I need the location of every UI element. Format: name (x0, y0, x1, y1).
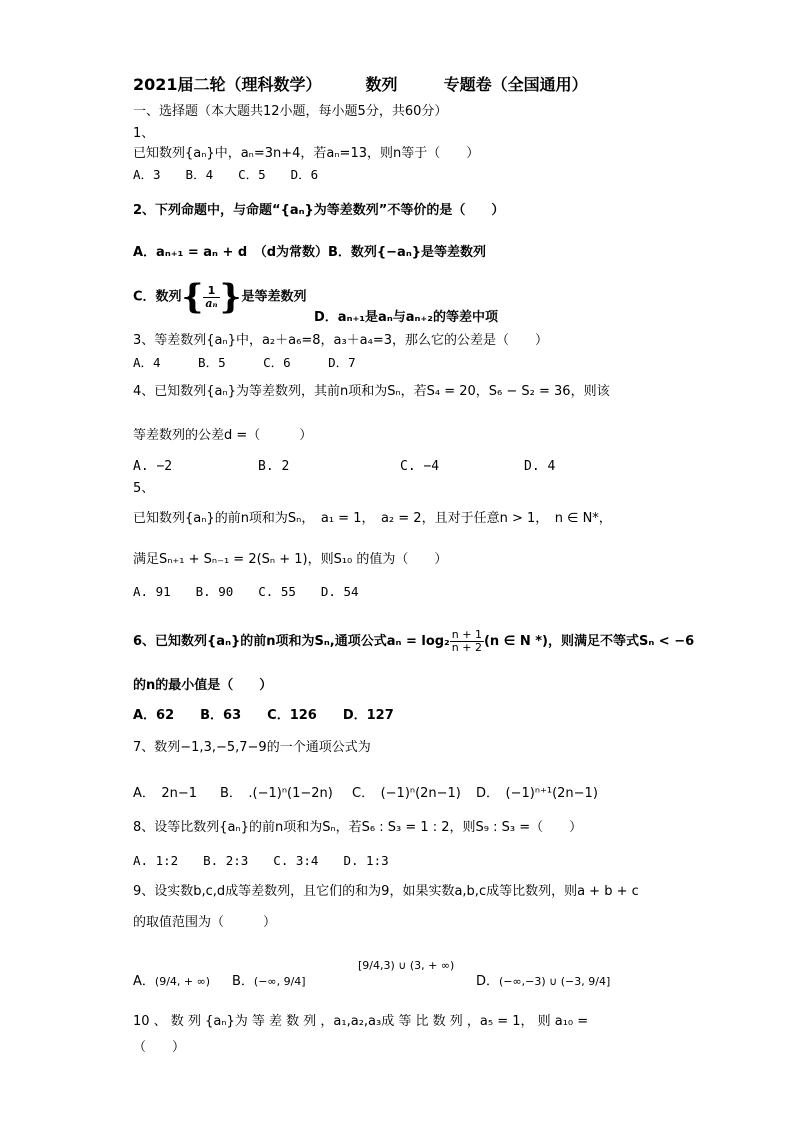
q9-option-a-expr: (9/4, + ∞) (154, 975, 211, 988)
q3-options: A．4 B．5 C．6 D．7 (133, 355, 356, 370)
q5-stem-line1: 已知数列{aₙ}的前n项和为Sₙ， a₁ = 1， a₂ = 2，且对于任意n > 1， n ∈ N*， (133, 511, 612, 526)
q2-option-c-fraction (203, 285, 219, 310)
q1-options: A．3 B．4 C．5 D．6 (133, 167, 319, 182)
q4-option-c: C. −4 (400, 459, 440, 474)
q4-option-d: D. 4 (524, 459, 556, 474)
q6-stem-pre: 6、已知数列{aₙ}的前n项和为Sₙ,通项公式aₙ = log₂ (133, 634, 450, 649)
q9-option-b-expr: (−∞, 9/4] (253, 975, 306, 988)
q10-stem-line1: 10 、 数 列 {aₙ}为 等 差 数 列 ，a₁,a₂,a₃成 等 比 数 列 ，a₅ = 1， 则 a₁₀ = (133, 1014, 589, 1029)
q6-stem-line2: 的n的最小值是（ ） (133, 678, 273, 693)
q9-stem-line1: 9、设实数b,c,d成等差数列，且它们的和为9，如果实数a,b,c成等比数列，则a + b + c (133, 884, 639, 899)
q2-option-b: B．数列{−aₙ}是等差数列 (328, 245, 487, 260)
q7-option-c: C． (−1)ⁿ(2n−1) (352, 786, 461, 801)
q6-stem (133, 628, 694, 658)
q9-option-b-label: B． (232, 974, 254, 989)
q5-stem-line2: 满足Sₙ₊₁ + Sₙ₋₁ = 2(Sₙ + 1)，则S₁₀ 的值为（ ） (133, 552, 448, 567)
q7-option-a: A． 2n−1 (133, 786, 198, 801)
q2-option-c-post: 是等差数列 (241, 289, 307, 305)
q2-option-a: A．aₙ₊₁ = aₙ + d （d为常数） (133, 245, 329, 260)
q9-option-c-expr: [9/4,3) ∪ (3, + ∞) (358, 959, 455, 972)
q9-stem-line2: 的取值范围为（ ） (133, 915, 277, 930)
fraction-numerator: 1 (203, 285, 219, 298)
q2-option-c-pre: C．数列 (133, 289, 182, 305)
fraction-numerator: n + 1 (451, 628, 482, 641)
q2-option-d: D．aₙ₊₁是aₙ与aₙ₊₂的等差中项 (314, 310, 498, 325)
q4-stem-line2: 等差数列的公差d =（ ） (133, 428, 313, 443)
title-kind: 专题卷（全国通用） (443, 75, 588, 94)
q9-option-a (133, 970, 210, 989)
q10-stem-line2: （ ） (133, 1040, 186, 1055)
section-heading: 一、选择题（本大题共12小题，每小题5分，共60分） (133, 104, 448, 119)
q6-options: A．62 B．63 C．126 D．127 (133, 708, 394, 723)
left-brace: { (181, 277, 204, 317)
q2-stem: 2、下列命题中，与命题“{aₙ}为等差数列”不等价的是（ ） (133, 203, 505, 218)
q6-stem-post: (n ∈ N *)，则满足不等式Sₙ < −6 (483, 634, 695, 649)
q7-option-b: B． .(−1)ⁿ(1−2n) (220, 786, 333, 801)
title-main: 2021届二轮（理科数学） (133, 75, 322, 94)
q5-number: 5、 (133, 481, 155, 496)
fraction-denominator: aₙ (205, 296, 218, 310)
q9-option-a-label: A． (133, 974, 155, 989)
fraction-denominator: n + 2 (451, 641, 482, 654)
q9-option-d (476, 970, 610, 989)
q6-fraction (450, 629, 484, 654)
q8-stem: 8、设等比数列{aₙ}的前n项和为Sₙ，若S₆ : S₃ = 1 : 2，则S₉ : S₃ =（ ） (133, 820, 583, 835)
q4-option-b: B. 2 (258, 459, 290, 474)
q8-options: A. 1:2 B. 2:3 C. 3:4 D. 1:3 (133, 853, 389, 868)
q7-option-d: D． (−1)ⁿ⁺¹(2n−1) (476, 786, 598, 801)
q9-option-d-expr: (−∞,−3) ∪ (−3, 9/4] (499, 975, 611, 988)
q9-option-b (232, 970, 306, 989)
q9-option-c (358, 958, 454, 973)
q7-stem: 7、数列−1,3,−5,7−9的一个通项公式为 (133, 740, 371, 755)
q4-option-a: A. −2 (133, 459, 173, 474)
q2-option-c (133, 272, 306, 322)
q9-option-d-label: D． (476, 974, 500, 989)
q1-number: 1、 (133, 126, 155, 141)
title-topic: 数列 (365, 75, 398, 94)
q4-stem-line1: 4、已知数列{aₙ}为等差数列，其前n项和为Sₙ，若S₄ = 20，S₆ − S₂ = 36，则该 (133, 384, 610, 399)
right-brace: } (219, 277, 242, 317)
q3-stem: 3、等差数列{aₙ}中，a₂＋a₆=8，a₃＋a₄=3，那么它的公差是（ ） (133, 333, 548, 348)
q5-options: A. 91 B. 90 C. 55 D. 54 (133, 584, 359, 599)
q1-stem: 已知数列{aₙ}中，aₙ=3n+4，若aₙ=13，则n等于（ ） (133, 146, 480, 161)
page-title (133, 72, 588, 95)
